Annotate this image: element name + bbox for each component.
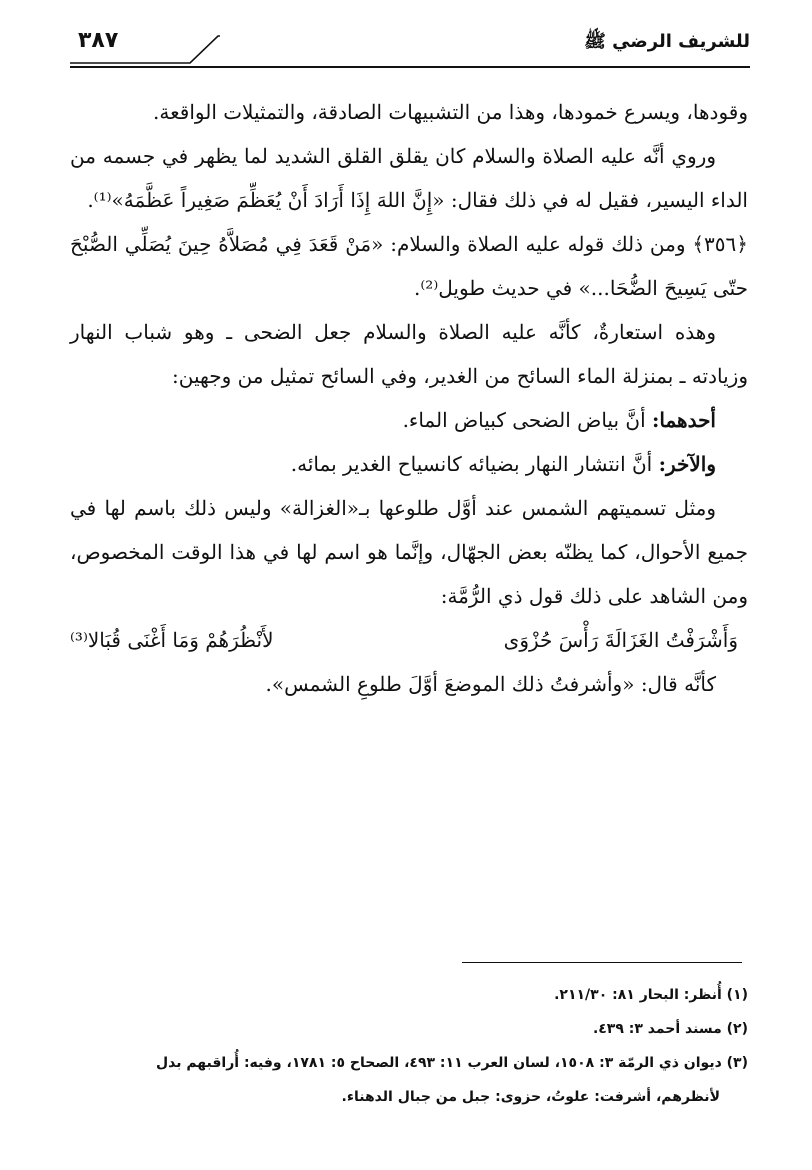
verse-second-hemistich: لأَنْظُرَهُمْ وَمَا أَغْنَى قُبَالا⁽³⁾ [70,628,274,652]
paragraph: وهذه استعارةٌ، كأنَّه عليه الصلاة والسلام جعل الضحى ـ وهو شباب النهار وزيادته ـ بمنزلة الماء السائح من الغدير، وفي السائح تمثيل من وجهين: [70,320,748,388]
term-label: والآخر: [658,452,716,476]
paragraph [70,442,748,486]
verse-first-hemistich: وَأَشْرَفْتُ الغَزَالَةَ رَأْسَ حُزْوَى [503,628,738,652]
term-label: أحدهما: [651,408,716,432]
term-text: أنَّ انتشار النهار بضيائه كانسياح الغدير بمائه. [290,452,659,476]
paragraph: وروي أنَّه عليه الصلاة والسلام كان يقلق القلق الشديد لما يظهر في جسمه من الداء اليسير، فقيل له في ذلك فقال: «إِنَّ اللهَ إِذَا أَرَادَ أَنْ يُعَظِّمَ صَغِيراً عَظَّمَهُ»⁽¹⁾. [70,144,748,212]
footnote: (٢) مسند أحمد ٣: ٤٣٩. [592,1021,748,1037]
header-title: للشريف الرضي ﷺ [584,31,750,52]
footnote: (٣) ديوان ذي الرمّة ٣: ١٥٠٨، لسان العرب ١١: ٤٩٣، الصحاح ٥: ١٧٨١، وفيه: أُراقبهم بدل [155,1055,748,1071]
running-header [70,28,750,68]
header-rule [70,66,750,68]
footnote-separator [462,962,742,963]
footnotes [70,978,748,1114]
paragraph: وقودها، ويسرع خمودها، وهذا من التشبيهات الصادقة، والتمثيلات الواقعة. [153,100,748,124]
paragraph [70,398,748,442]
term-text: أنَّ بياض الضحى كبياض الماء. [402,408,652,432]
poetry-verse [70,618,748,662]
main-text [70,90,748,706]
paragraph: كأنَّه قال: «وأشرفتُ ذلك الموضعَ أوَّلَ طلوعِ الشمس». [265,672,716,696]
footnote-continuation: لأنظرهم، أشرفت: علوتُ، حزوى: جبل من جبال الدهناء. [341,1089,720,1105]
paragraph: ومثل تسميتهم الشمس عند أوَّل طلوعها بـ«الغزالة» وليس ذلك باسم لها في جميع الأحوال، كما يظنّه بعض الجهّال، وإنَّما هو اسم لها في هذا الوقت المخصوص، ومن الشاهد على ذلك قول ذي الرُّمَّة: [70,496,748,608]
footnote: (١) أُنظر: البحار ٨١: ٢١١/٣٠. [554,987,748,1003]
paragraph: ﴿٣٥٦﴾ ومن ذلك قوله عليه الصلاة والسلام: «مَنْ قَعَدَ فِي مُصَلاَّهُ حِينَ يُصَلِّي الصُّبْحَ حتّى يَسِيحَ الضُّحَا...» في حديث طويل⁽²⁾. [70,232,748,300]
page-number: ٣٨٧ [78,28,119,53]
